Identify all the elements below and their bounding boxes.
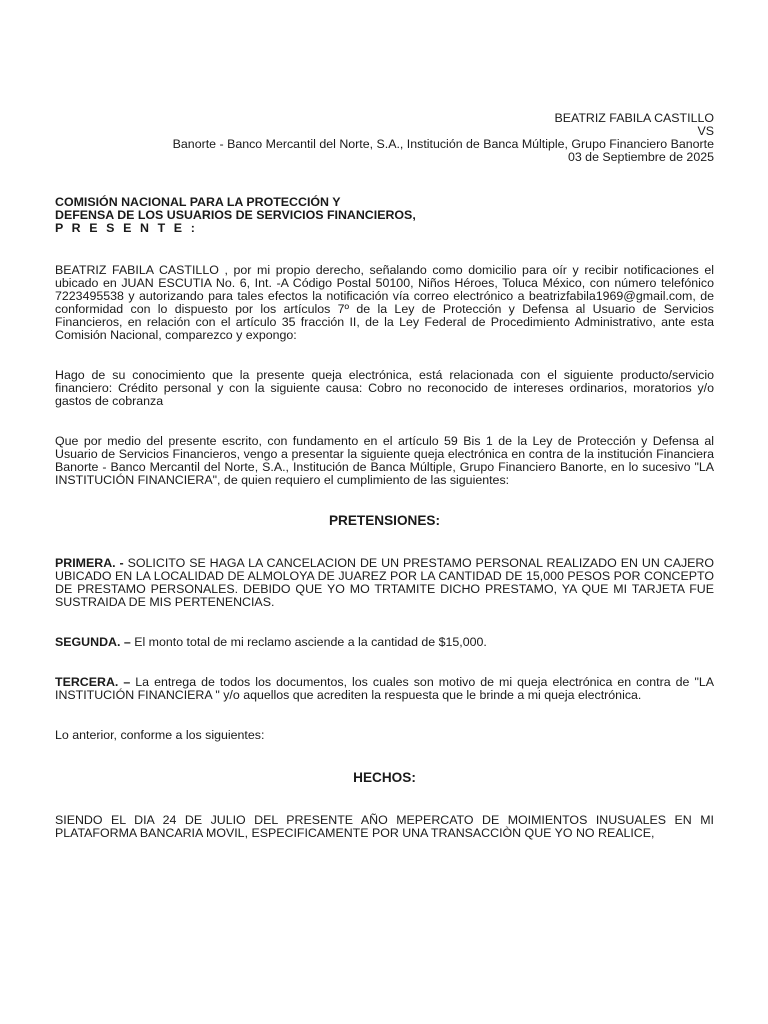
intro-paragraph: BEATRIZ FABILA CASTILLO , por mi propio derecho, señalando como domicilio para oír y recibir notificaciones el ubicado en JUAN ESCUTIA No. 6, Int. -A Código Postal 50100, Niños Héroes, Toluca México, con número telefónico 7223495538 y autorizando para tales efectos la notificación vía correo electrónico a beatrizfabila1969@gmail.com, de conformidad con lo dispuesto por los artículos 7º de la Ley de Protección y Defensa al Usuario de Servicios Financieros, en relación con el artículo 35 fracción II, de la Ley Federal de Procedimiento Administrativo, ante esta Comisión Nacional, comparezco y expongo: bbox=[55, 263, 714, 342]
complainant-name: BEATRIZ FABILA CASTILLO bbox=[554, 111, 714, 125]
claim-first-label: PRIMERA. - bbox=[55, 556, 124, 570]
document-page bbox=[55, 112, 714, 840]
hechos-paragraph: SIENDO EL DIA 24 DE JULIO DEL PRESENTE AÑO MEPERCATO DE MOIMIENTOS INUSUALES EN MI PLATAFORMA BANCARIA MOVIL, ESPECIFICAMENTE POR UNA TRANSACCIÒN QUE YO NO REALICE, bbox=[55, 813, 714, 840]
addressee-line-3: P R E S E N T E : bbox=[55, 221, 198, 235]
basis-paragraph: Que por medio del presente escrito, con fundamento en el artículo 59 Bis 1 de la Ley de Protección y Defensa al Usuario de Servicios Financieros, vengo a presentar la siguiente queja electrónica en contra de la institución Financiera Banorte - Banco Mercantil del Norte, S.A., Institución de Banca Múltiple, Grupo Financiero Banorte, en lo sucesivo "LA INSTITUCIÓN FINANCIERA", de quien requiero el cumplimiento de las siguientes: bbox=[55, 434, 714, 487]
hechos-heading: HECHOS: bbox=[353, 770, 416, 785]
addressee-block bbox=[55, 196, 714, 235]
claim-first bbox=[55, 557, 714, 609]
claim-first-text: SOLICITO SE HAGA LA CANCELACION DE UN PRESTAMO PERSONAL REALIZADO EN UN CAJERO UBICADO EN LA LOCALIDAD DE ALMOLOYA DE JUAREZ POR LA CANTIDAD DE 15,000 PESOS POR CONCEPTO DE PRESTAMO PERSONALES. DEBIDO QUE YO MO TRTAMITE DICHO PRESTAMO, YA QUE MI TARJETA FUE SUSTRAIDA DE MIS PERTENENCIAS. bbox=[55, 556, 715, 609]
institution-name: Banorte - Banco Mercantil del Norte, S.A., Institución de Banca Múltiple, Grupo Financiero Banorte bbox=[172, 137, 714, 151]
addressee-line-1: COMISIÓN NACIONAL PARA LA PROTECCIÓN Y bbox=[55, 195, 341, 209]
addressee-line-2: DEFENSA DE LOS USUARIOS DE SERVICIOS FINANCIEROS, bbox=[55, 208, 416, 222]
claim-second-label: SEGUNDA. – bbox=[55, 635, 131, 649]
document-header bbox=[55, 112, 714, 164]
document-date: 03 de Septiembre de 2025 bbox=[567, 150, 714, 164]
claim-second-text: El monto total de mi reclamo asciende a la cantidad de $15,000. bbox=[130, 635, 487, 649]
pretensiones-heading: PRETENSIONES: bbox=[328, 513, 441, 528]
claim-third-label: TERCERA. – bbox=[55, 675, 131, 689]
product-paragraph: Hago de su conocimiento que la presente queja electrónica, está relacionada con el siguiente producto/servicio financiero: Crédito personal y con la siguiente causa: Cobro no reconocido de intereses ordinarios, moratorios y/o gastos de cobranza bbox=[55, 368, 714, 408]
claim-third bbox=[55, 676, 714, 702]
claim-second bbox=[55, 636, 714, 649]
claim-third-text: La entrega de todos los documentos, los cuales son motivo de mi queja electrónica en contra de "LA INSTITUCIÓN FINANCIERA " y/o aquellos que acrediten la respuesta que le brinde a mi queja electrónica. bbox=[55, 675, 714, 702]
closing-line: Lo anterior, conforme a los siguientes: bbox=[55, 728, 265, 742]
versus-label: VS bbox=[697, 124, 714, 138]
